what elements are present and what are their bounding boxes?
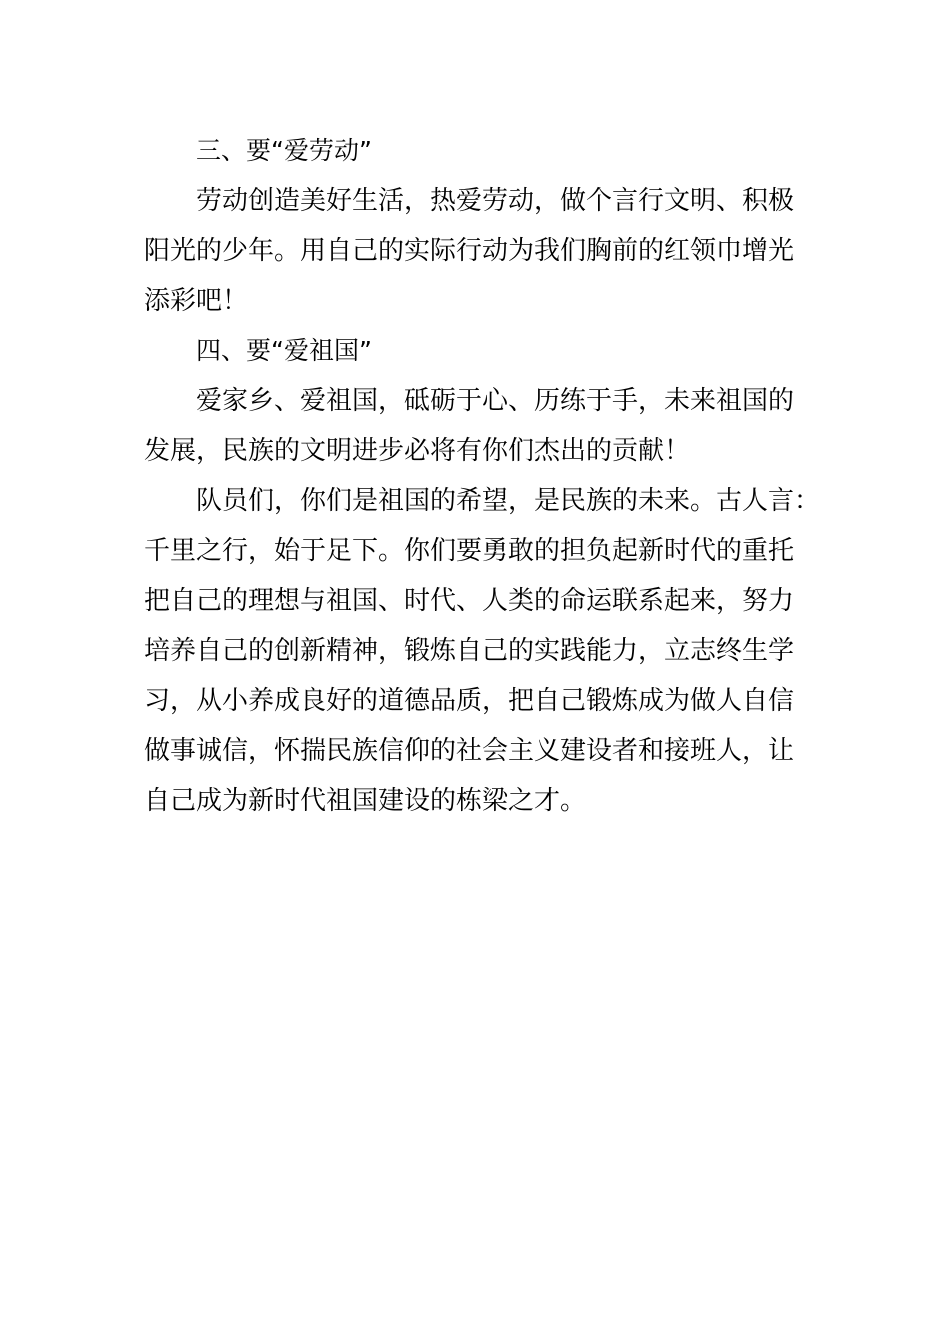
paragraph-line: 添彩吧！ [144,286,249,316]
paragraph-line: 劳动创造美好生活，热爱劳动，做个言行文明、积极 [196,186,795,216]
section-heading-love-labor: 三、要“爱劳动” [196,136,372,165]
paragraph-line: 把自己的理想与祖国、时代、人类的命运联系起来，努力 [144,586,795,616]
paragraph-line: 阳光的少年。用自己的实际行动为我们胸前的红领巾增光 [144,236,795,266]
paragraph-line: 队员们，你们是祖国的希望，是民族的未来。古人言： [196,486,821,516]
paragraph-line: 做事诚信，怀揣民族信仰的社会主义建设者和接班人，让 [144,736,795,766]
paragraph-line: 爱家乡、爱祖国，砥砺于心、历练于手，未来祖国的 [196,386,795,416]
document-body [144,126,834,826]
paragraph-line: 自己成为新时代祖国建设的栋梁之才。 [144,786,587,816]
section-heading-love-motherland: 四、要“爱祖国” [196,336,372,365]
paragraph-line: 习，从小养成良好的道德品质，把自己锻炼成为做人自信 [144,686,795,716]
paragraph-line: 培养自己的创新精神，锻炼自己的实践能力，立志终生学 [144,636,795,666]
paragraph-line: 千里之行，始于足下。你们要勇敢的担负起新时代的重托 [144,536,795,566]
paragraph-line: 发展，民族的文明进步必将有你们杰出的贡献！ [144,436,691,466]
